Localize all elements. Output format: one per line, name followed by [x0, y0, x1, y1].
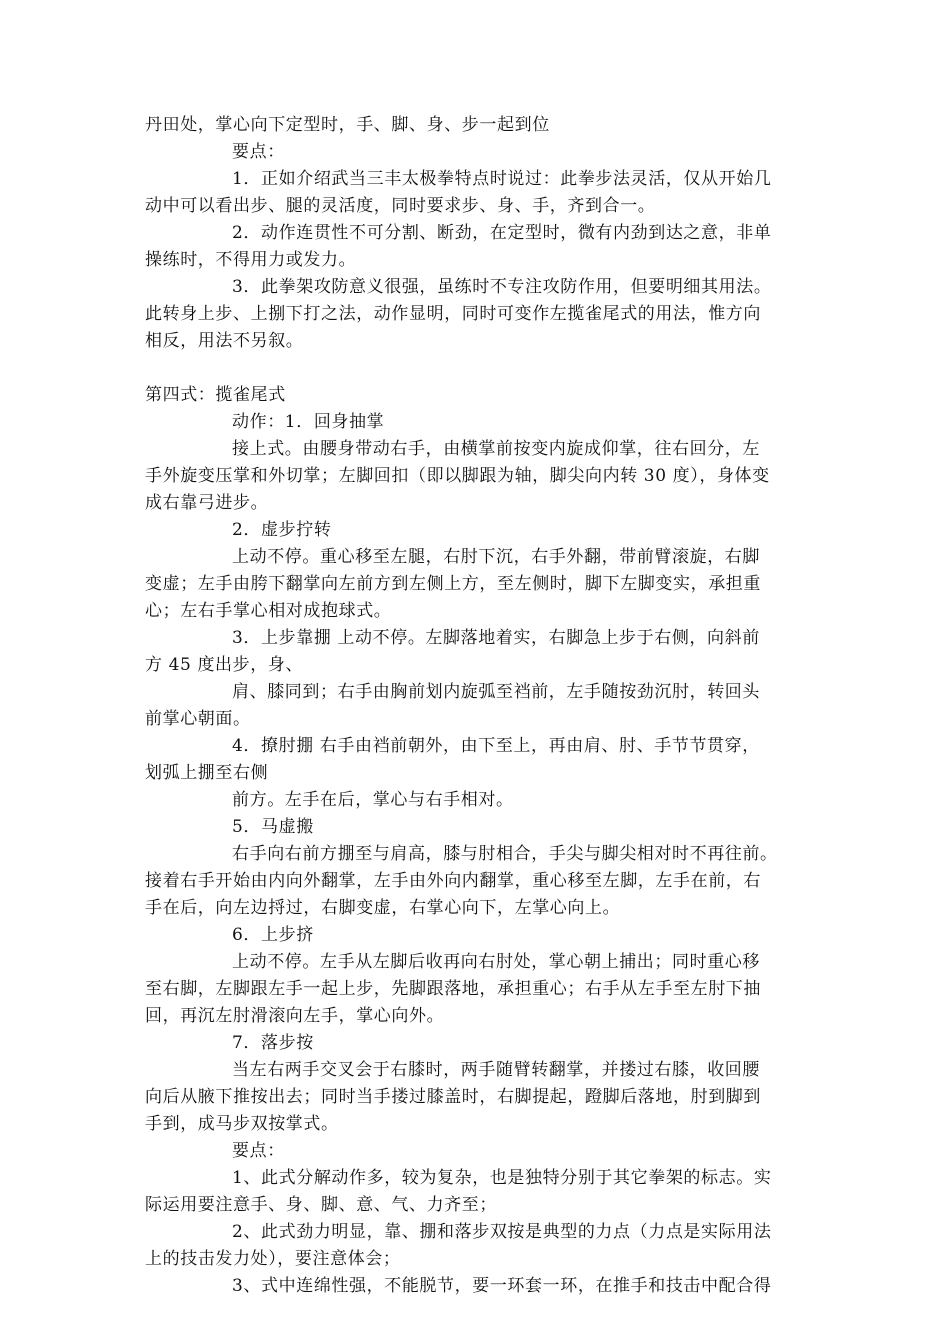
text-line: 2．动作连贯性不可分割、断劲，在定型时，微有内劲到达之意，非单	[232, 223, 772, 243]
text-line: 当左右两手交叉会于右膝时，两手随臂转翻掌，并搂过右膝，收回腰	[232, 1060, 760, 1080]
text-line: 1、此式分解动作多，较为复杂，也是独特分别于其它拳架的标志。实	[232, 1168, 772, 1188]
document-body	[145, 112, 817, 1300]
text-line: 回，再沉左肘滑滚向左手，掌心向外。	[145, 1006, 445, 1026]
text-line: 手外旋变压掌和外切掌；左脚回扣（即以脚跟为轴，脚尖向内转 30 度），身体变	[145, 466, 770, 486]
text-line: 此转身上步、上捌下打之法，动作显明，同时可变作左揽雀尾式的用法，惟方向	[145, 304, 761, 324]
text-line: 右手向右前方掤至与肩高，膝与肘相合，手尖与脚尖相对时不再往前。	[232, 844, 778, 864]
text-line: 前方。左手在后，掌心与右手相对。	[232, 790, 514, 810]
text-line: 肩、膝同到；右手由胸前划内旋弧至裆前，左手随按劲沉肘，转回头	[232, 682, 760, 702]
text-line: 动作：1．回身抽掌	[232, 412, 385, 432]
text-line: 第四式：揽雀尾式	[145, 385, 286, 405]
text-line: 际运用要注意手、身、脚、意、气、力齐至；	[145, 1195, 497, 1215]
text-line: 方 45 度出步，身、	[145, 655, 304, 675]
text-line: 5．马虚搬	[232, 817, 314, 837]
text-line: 3．此拳架攻防意义很强，虽练时不专注攻防作用，但要明细其用法。	[232, 277, 772, 297]
text-line: 上的技击发力处），要注意体会；	[145, 1249, 401, 1269]
text-line: 要点：	[232, 1141, 285, 1161]
text-line: 前掌心朝面。	[145, 709, 251, 729]
text-line: 向后从腋下推按出去；同时当手搂过膝盖时，右脚提起，蹬脚后落地，肘到脚到	[145, 1087, 761, 1107]
text-line: 至右脚，左脚跟左手一起上步，先脚跟落地，承担重心；右手从左手至左肘下抽	[145, 979, 761, 999]
blank-line	[145, 355, 817, 382]
text-line: 变虚；左手由胯下翻掌向左前方到左侧上方，至左侧时，脚下左脚变实，承担重	[145, 574, 761, 594]
text-line: 接着右手开始由内向外翻掌，左手由外向内翻掌，重心移至左脚，左手在前，右	[145, 871, 761, 891]
text-line: 动中可以看出步、腿的灵活度，同时要求步、身、手，齐到合一。	[145, 196, 656, 216]
text-line: 3、式中连绵性强，不能脱节，要一环套一环，在推手和技击中配合得	[232, 1276, 772, 1296]
text-line: 划弧上掤至右侧	[145, 763, 269, 783]
text-line: 手在后，向左边捋过，右脚变虚，右掌心向下，左掌心向上。	[145, 898, 621, 918]
text-line: 要点：	[232, 142, 285, 162]
text-line: 心；左右手掌心相对成抱球式。	[145, 601, 392, 621]
text-line: 上动不停。左手从左脚后收再向右肘处，掌心朝上捕出；同时重心移	[232, 952, 760, 972]
text-line: 操练时，不得用力或发力。	[145, 250, 357, 270]
text-line: 丹田处，掌心向下定型时，手、脚、身、步一起到位	[145, 115, 550, 135]
text-line: 3．上步靠掤 上动不停。左脚落地着实，右脚急上步于右侧，向斜前	[232, 628, 760, 648]
text-line: 7．落步按	[232, 1033, 314, 1053]
text-line: 接上式。由腰身带动右手，由横掌前按变内旋成仰掌，往右回分，左	[232, 439, 760, 459]
text-line: 2．虚步拧转	[232, 520, 332, 540]
text-line: 相反，用法不另叙。	[145, 331, 304, 351]
text-line: 成右靠弓进步。	[145, 493, 269, 513]
text-line: 手到，成马步双按掌式。	[145, 1114, 339, 1134]
text-line: 上动不停。重心移至左腿，右肘下沉，右手外翻，带前臂滚旋，右脚	[232, 547, 760, 567]
text-line: 4．撩肘掤 右手由裆前朝外，由下至上，再由肩、肘、手节节贯穿，	[232, 736, 760, 756]
text-line: 6．上步挤	[232, 925, 314, 945]
text-line: 2、此式劲力明显，靠、掤和落步双按是典型的力点（力点是实际用法	[232, 1222, 772, 1242]
text-line: 1．正如介绍武当三丰太极拳特点时说过：此拳步法灵活，仅从开始几	[232, 169, 772, 189]
